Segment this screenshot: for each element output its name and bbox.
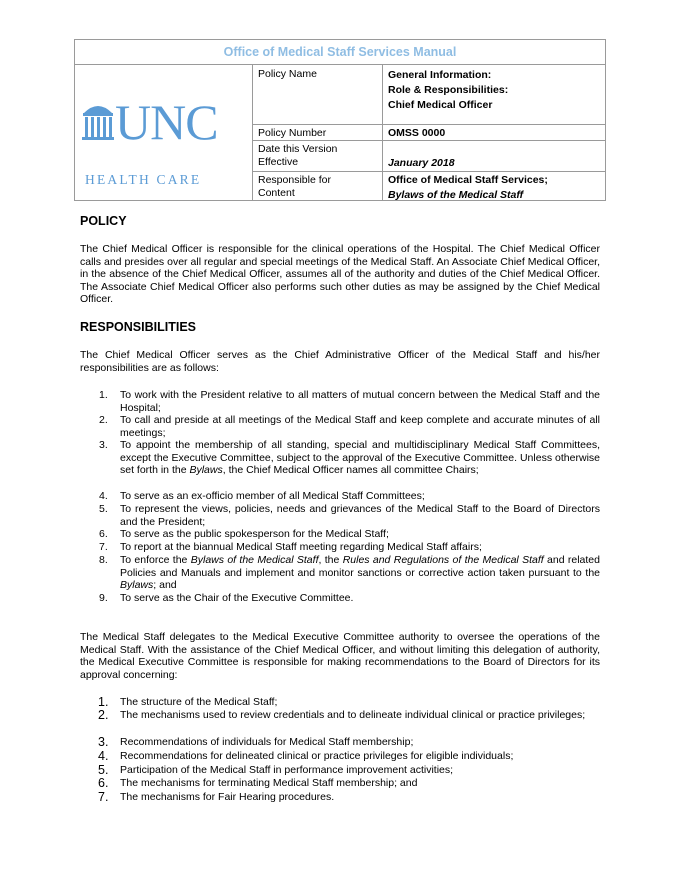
policy-name-value [383,65,605,125]
responsible-value-line: Office of Medical Staff Services; [388,174,548,186]
date-effective-value [383,141,605,172]
policy-name-line: General Information: [388,69,492,81]
list-text-part: , the [318,554,343,566]
logo-word: UNC [115,94,218,150]
list-text-italic: Bylaws [189,464,223,477]
responsible-label [253,172,383,200]
list-text [120,439,600,477]
list-text-italic: Bylaws of the Medical Staff [190,554,319,566]
list-text-part: To enforce the [120,554,191,566]
list-number: 6. [99,528,108,540]
responsibilities-heading: RESPONSIBILITIES [80,320,196,334]
list-number: 5. [99,503,108,515]
list-number: 5. [98,763,109,777]
list-text [120,554,600,592]
list-text: The mechanisms for terminating Medical Staff membership; and [120,777,418,789]
list-number: 1. [99,389,108,401]
policy-number-value [383,125,605,141]
list-text-part: , the Chief Medical Officer names all committee Chairs; [222,464,479,477]
list-text: To report at the biannual Medical Staff meeting regarding Medical Staff affairs; [120,541,482,553]
responsible-label-line: Content [258,187,295,199]
date-label-line: Effective [258,156,299,168]
policy-name-label-text: Policy Name [258,68,317,80]
list-number: 6. [98,776,109,790]
list-text: The mechanisms for Fair Hearing procedures. [120,791,335,803]
list-text-part: ; and [153,579,177,592]
list-number: 3. [98,735,109,749]
date-value-text: January 2018 [388,157,455,169]
list-text: Recommendations for delineated clinical or practice privileges for eligible individuals; [120,750,514,762]
list-text-italic: Bylaws [120,579,154,592]
policy-name-line: Chief Medical Officer [388,99,493,111]
policy-paragraph: The Chief Medical Officer is responsible for the clinical operations of the Hospital. The Chief Medical Officer calls and presides over all regular and special meetings of the Medical Staff. An Associate Chief Medical Officer, in the absence of the Chief Medical Officer, assumes all of the authority and duties of the Chief Medical Officer. The Associate Chief Medical Officer also performs such other duties as may be assigned by the Chief Medical Officer. [80,243,600,306]
list-text: The mechanisms used to review credentials and to delineate individual clinical or practice privileges; [120,709,586,721]
list-text: To serve as an ex-officio member of all Medical Staff Committees; [120,490,425,502]
date-effective-label [253,141,383,172]
list-text: To call and preside at all meetings of the Medical Staff and keep complete and accurate minutes of all meetings; [120,414,600,439]
list-number: 3. [99,439,108,451]
list-text: To serve as the public spokesperson for the Medical Staff; [120,528,389,540]
logo-subtitle: HEALTH CARE [85,172,202,187]
manual-title: Office of Medical Staff Services Manual [75,40,605,65]
policy-number-label [253,125,383,141]
list-number: 7. [98,790,109,804]
list-text: To serve as the Chair of the Executive Committee. [120,592,354,604]
list-text: The structure of the Medical Staff; [120,696,278,708]
policy-name-label [253,65,383,125]
responsible-label-line: Responsible for [258,174,331,186]
date-label-line: Date this Version [258,143,338,155]
policy-name-line: Role & Responsibilities: [388,84,509,96]
policy-header-table [74,39,606,201]
list-text-italic: Rules and Regulations of the Medical Staff [342,554,544,566]
policy-number-text: OMSS 0000 [388,127,446,139]
policy-heading: POLICY [80,214,127,228]
responsible-value-line: Bylaws of the Medical Staff [388,189,524,201]
list-text: Recommendations of individuals for Medical Staff membership; [120,736,414,748]
list-number: 2. [99,414,108,426]
list-number: 1. [98,695,109,709]
list-text: To work with the President relative to all matters of mutual concern between the Medical Staff and the Hospital; [120,389,600,414]
list-text-part: To appoint the membership of all standing, special and multidisciplinary Medical Staff Committees, except the Executive Committee, subject to the approval of the Executive Committee. Unless otherwise set forth in the [120,439,600,477]
list-text: Participation of the Medical Staff in performance improvement activities; [120,764,454,776]
list-text: To represent the views, policies, needs and grievances of the Medical Staff to the Board of Directors and the President; [120,503,600,528]
list-number: 7. [99,541,108,553]
list-text-part: and related Policies and Manuals and implement and monitor sanctions or corrective action taken pursuant to the [120,554,600,579]
list-number: 2. [98,708,109,722]
list-number: 9. [99,592,108,604]
delegation-paragraph: The Medical Staff delegates to the Medical Executive Committee authority to oversee the operations of the Medical Staff. With the assistance of the Chief Medical Officer, and without limiting this delegation of authority, the Medical Executive Committee is responsible for making recommendations to the Board of Directors for its approval concerning: [80,631,600,681]
responsible-value [383,172,605,200]
logo-cell [75,65,253,200]
list-number: 8. [99,554,108,566]
list-number: 4. [98,749,109,763]
policy-number-label-text: Policy Number [258,127,327,139]
responsibilities-intro: The Chief Medical Officer serves as the Chief Administrative Officer of the Medical Staff and his/her responsibilities are as follows: [80,349,600,374]
list-number: 4. [99,490,108,502]
